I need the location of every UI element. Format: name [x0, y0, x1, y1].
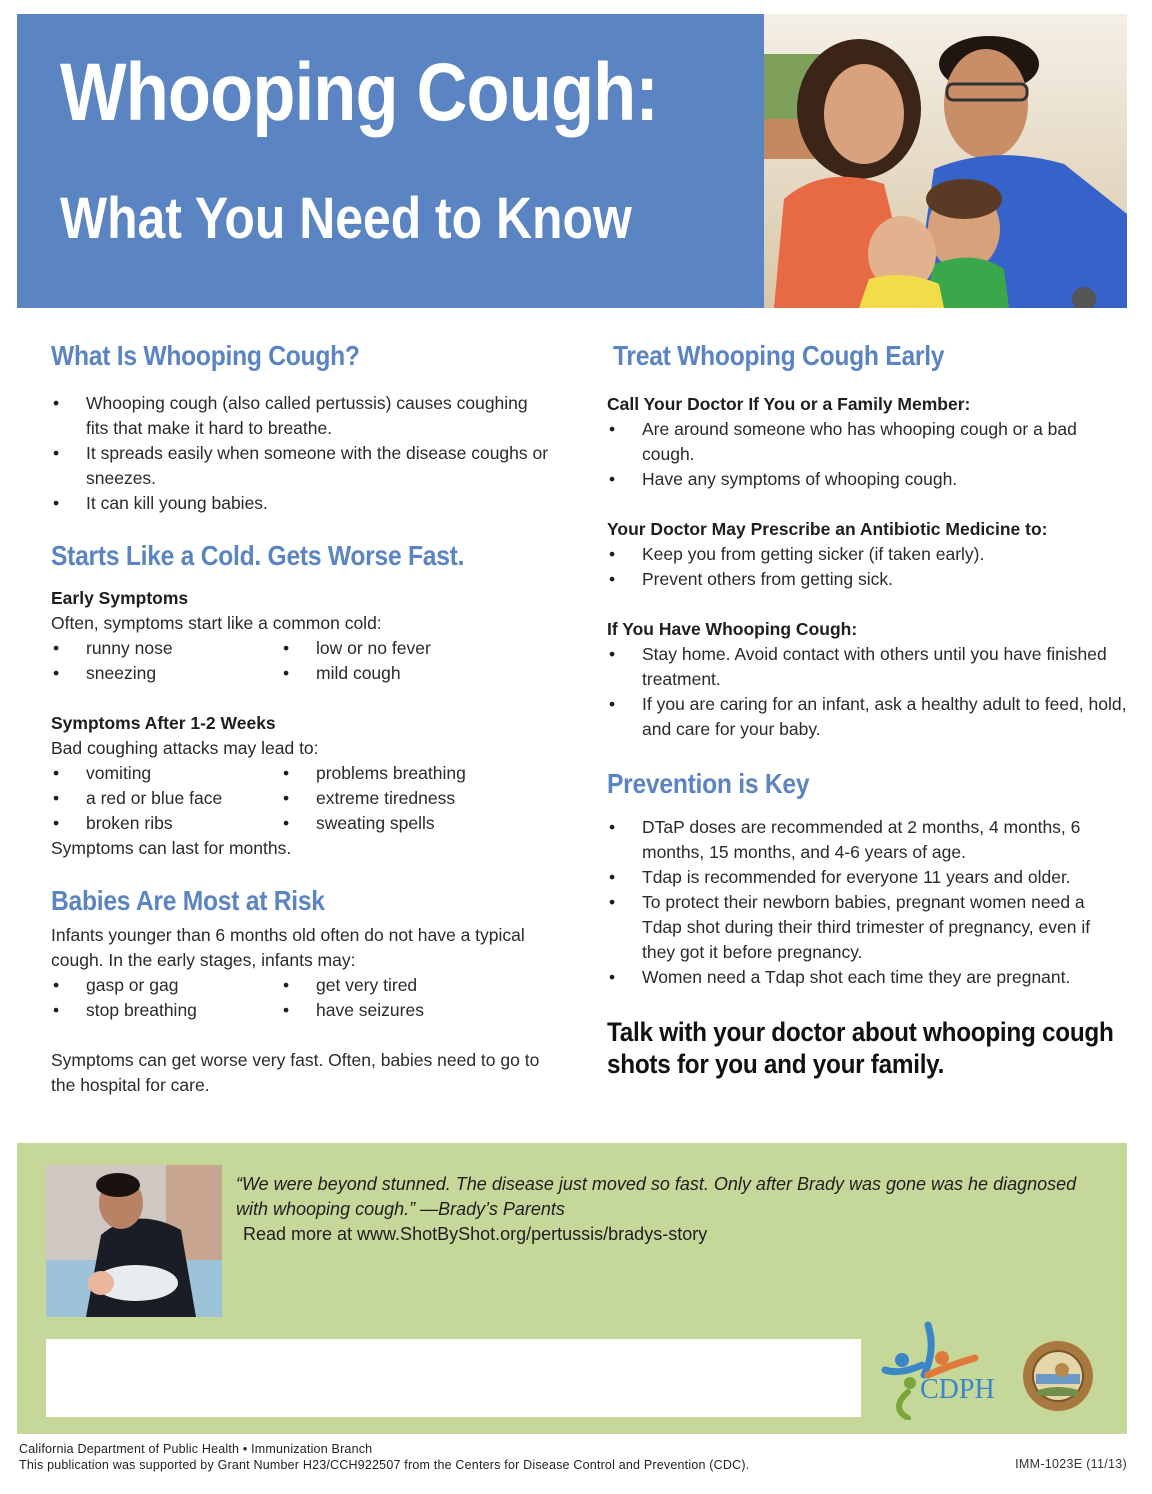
- quote-attribution: —Brady’s Parents: [420, 1199, 565, 1219]
- document-code: IMM-1023E (11/13): [1015, 1457, 1127, 1471]
- list-item: • runny nose: [51, 636, 281, 661]
- list-item: • To protect their newborn babies, pregnant women need a Tdap shot during their third trimester of pregnancy, even if they got it before pregnancy.: [607, 890, 1127, 965]
- list-item: • mild cough: [281, 661, 511, 686]
- cdph-logo-text: CDPH: [920, 1374, 995, 1405]
- list-item: • problems breathing: [281, 761, 511, 786]
- list-item: • have seizures: [281, 998, 511, 1023]
- list-item: • DTaP doses are recommended at 2 months, 4 months, 6 months, 15 months, and 4-6 years of age.: [607, 815, 1127, 865]
- after-symptoms-list: [51, 761, 551, 836]
- list-item: • low or no fever: [281, 636, 511, 661]
- list-item: • If you are caring for an infant, ask a healthy adult to feed, hold, and care for your baby.: [607, 692, 1127, 742]
- list-item: • Prevent others from getting sick.: [607, 567, 1127, 592]
- prevention-list: [607, 815, 1127, 990]
- have-whooping-label: If You Have Whooping Cough:: [607, 619, 858, 639]
- list-item: • broken ribs: [51, 811, 281, 836]
- page-title: Whooping Cough:: [60, 47, 659, 138]
- babies-outro: Symptoms can get worse very fast. Often, babies need to go to the hospital for care.: [51, 1050, 540, 1095]
- heading-prevention: Prevention is Key: [607, 768, 810, 799]
- read-more-link[interactable]: Read more at www.ShotByShot.org/pertussis/bradys-story: [243, 1224, 708, 1244]
- early-symptoms-list: [51, 636, 551, 686]
- list-item: • get very tired: [281, 973, 511, 998]
- closing-statement: Talk with your doctor about whooping cough shots for you and your family.: [607, 1017, 1114, 1079]
- blank-box: [46, 1339, 861, 1417]
- story-photo: [46, 1165, 222, 1317]
- list-item: • Women need a Tdap shot each time they are pregnant.: [607, 965, 1127, 990]
- heading-babies: Babies Are Most at Risk: [51, 885, 325, 916]
- what-is-list: [51, 391, 551, 516]
- list-item: • gasp or gag: [51, 973, 281, 998]
- left-column: [51, 338, 551, 1098]
- babies-intro: Infants younger than 6 months old often do not have a typical cough. In the early stages, infants may:: [51, 925, 525, 970]
- prescribe-label: Your Doctor May Prescribe an Antibiotic Medicine to:: [607, 519, 1048, 539]
- list-item: • Stay home. Avoid contact with others until you have finished treatment.: [607, 642, 1127, 692]
- list-item: • extreme tiredness: [281, 786, 511, 811]
- call-doctor-list: [607, 417, 1127, 492]
- page-subtitle: What You Need to Know: [60, 186, 632, 251]
- early-symptoms-label: Early Symptoms: [51, 588, 189, 608]
- list-item: • a red or blue face: [51, 786, 281, 811]
- have-whooping-list: [607, 642, 1127, 742]
- cdph-logo: [880, 1320, 1015, 1420]
- heading-what-is: What Is Whooping Cough?: [51, 340, 360, 371]
- list-item: • Have any symptoms of whooping cough.: [607, 467, 1127, 492]
- list-item: • Tdap is recommended for everyone 11 years and older.: [607, 865, 1127, 890]
- list-item: • Are around someone who has whooping cough or a bad cough.: [607, 417, 1127, 467]
- family-photo: [764, 14, 1127, 308]
- california-seal: [1022, 1340, 1094, 1412]
- list-item: • Whooping cough (also called pertussis) causes coughing fits that make it hard to breathe.: [51, 391, 551, 441]
- after-symptoms-outro: Symptoms can last for months.: [51, 838, 292, 858]
- right-column: [607, 338, 1127, 1080]
- footer: [19, 1441, 919, 1473]
- heading-starts-like-cold: Starts Like a Cold. Gets Worse Fast.: [51, 540, 465, 571]
- after-symptoms-label: Symptoms After 1-2 Weeks: [51, 713, 276, 733]
- list-item: • sweating spells: [281, 811, 511, 836]
- footer-line-1: California Department of Public Health • Immunization Branch: [19, 1442, 373, 1456]
- list-item: • sneezing: [51, 661, 281, 686]
- story-quote: [236, 1172, 1096, 1247]
- heading-treat: Treat Whooping Cough Early: [613, 340, 945, 371]
- early-symptoms-intro: Often, symptoms start like a common cold:: [51, 613, 382, 633]
- after-symptoms-intro: Bad coughing attacks may lead to:: [51, 738, 319, 758]
- list-item: • It spreads easily when someone with the disease coughs or sneezes.: [51, 441, 551, 491]
- call-doctor-label: Call Your Doctor If You or a Family Member:: [607, 394, 971, 414]
- list-item: • vomiting: [51, 761, 281, 786]
- babies-list: [51, 973, 551, 1023]
- footer-line-2: This publication was supported by Grant Number H23/CCH922507 from the Centers for Disease Control and Prevention (CDC).: [19, 1458, 750, 1472]
- list-item: • Keep you from getting sicker (if taken early).: [607, 542, 1127, 567]
- list-item: • stop breathing: [51, 998, 281, 1023]
- list-item: • It can kill young babies.: [51, 491, 551, 516]
- prescribe-list: [607, 542, 1127, 592]
- quote-text: “We were beyond stunned. The disease just moved so fast. Only after Brady was gone was he diagnosed with whooping cough.”: [236, 1174, 1077, 1219]
